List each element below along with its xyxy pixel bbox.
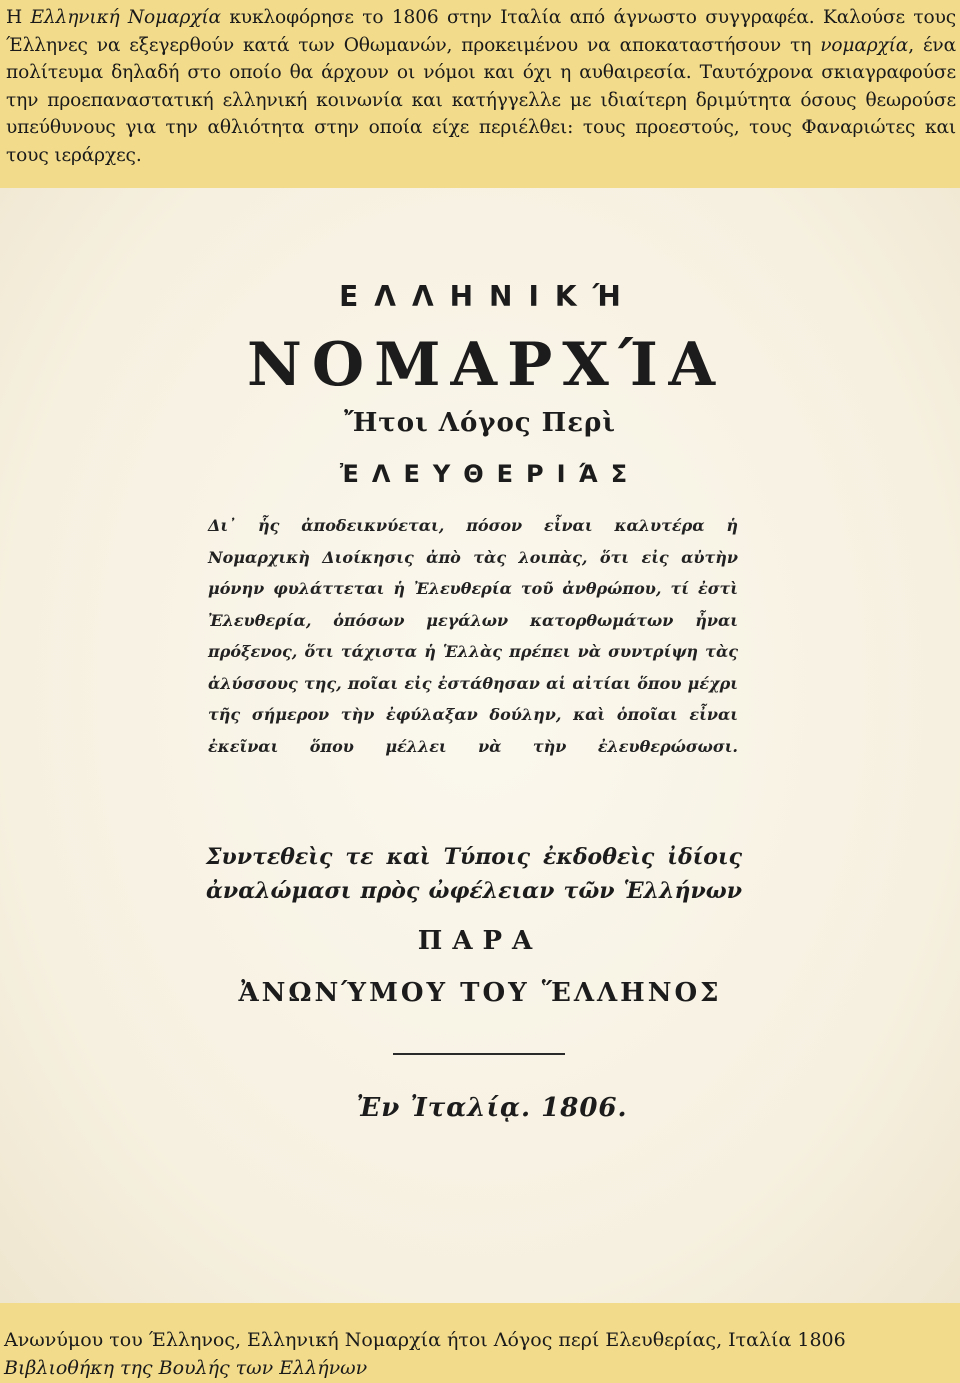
title-page-nomarchia: ΝΟΜΑΡΧΊΑ (247, 330, 725, 400)
title-page-imprint: Ἐν Ἰταλίᾳ. 1806. (356, 1093, 628, 1123)
image-caption (4, 1326, 958, 1382)
title-page-image (0, 188, 960, 1303)
intro-text-1: Η (6, 7, 31, 28)
title-page-para: ΠΑΡΑ (417, 926, 543, 956)
title-page-etoi-logos: Ἤτοι Λόγος Περὶ (344, 408, 616, 438)
caption-title: Ανωνύμου του Έλληνος, Ελληνική Νομαρχία ήτοι Λόγος περί Ελευθερίας, Ιταλία 1806 (4, 1329, 846, 1351)
title-page-author: ἈΝΩΝΎΜΟΥ ΤΟΥ ἝΛΛΗΝΟΣ (238, 978, 722, 1008)
title-page-hellenike: ΕΛΛΗΝΙΚΉ (339, 280, 637, 313)
title-page-paper (0, 188, 960, 1303)
caption-source: Βιβλιοθήκη της Βουλής των Ελλήνων (4, 1357, 368, 1379)
intro-text-2: κυκλοφόρησε το 1806 στην Ιταλία από άγνωστο συγγραφέα. Καλούσε τους Έλληνες να εξεγερθούν κατά των Οθωμανών, προκειμένου να αποκαταστήσουν τη (6, 7, 956, 56)
title-page-epigraph: Δι᾽ ἧς ἀποδεικνύεται, πόσον εἶναι καλυτέρα ἡ Νομαρχικὴ Διοίκησις ἀπὸ τὰς λοιπὰς, ὅτι εἰς αὐτὴν μόνην φυλάττεται ἡ Ἐλευθερία τοῦ ἀνθρώπου, τί ἐστὶ Ἐλευθερία, ὁπόσων μεγάλων κατορθωμάτων ἦναι πρόξενος, ὅτι τάχιστα ἡ Ἑλλὰς πρέπει νὰ συντρίψη τὰς ἁλύσσους της, ποῖαι εἰς ἐστάθησαν αἱ αἰτίαι ὅπου μέχρι τῆς σήμερον τὴν ἐφύλαξαν δούλην, καὶ ὁποῖαι εἶναι ἐκεῖναι ὅπου μέλλει νὰ τὴν ἐλευθερώσωσι. (208, 516, 738, 756)
title-page-eleutherias: ἘΛΕΥΘΕΡΙΆΣ (339, 460, 641, 488)
intro-text-3: , ένα πολίτευμα δηλαδή στο οποίο θα άρχουν οι νόμοι και όχι η αυθαιρεσία. Ταυτόχρονα σκιαγραφούσε την προεπαναστατική ελληνική κοινωνία και κατήγγελλε με ιδιαίτερη δριμύτητα όσους θεωρούσε υπεύθυνους για την αθλιότητα στην οποία είχε περιέλθει: τους προεστούς, τους Φαναριώτες και τους ιεράρχες. (6, 34, 956, 166)
intro-term-italic: νομαρχία (820, 34, 909, 56)
intro-paragraph (6, 4, 956, 170)
title-page-rule (393, 1053, 565, 1055)
title-page-printed-note: Συντεθεὶς τε καὶ Τύποις ἐκδοθεὶς ἰδίοις ἀναλώμασι πρὸς ὠφέλειαν τῶν Ἑλλήνων (206, 844, 742, 904)
intro-title-italic: Ελληνική Νομαρχία (30, 7, 221, 28)
